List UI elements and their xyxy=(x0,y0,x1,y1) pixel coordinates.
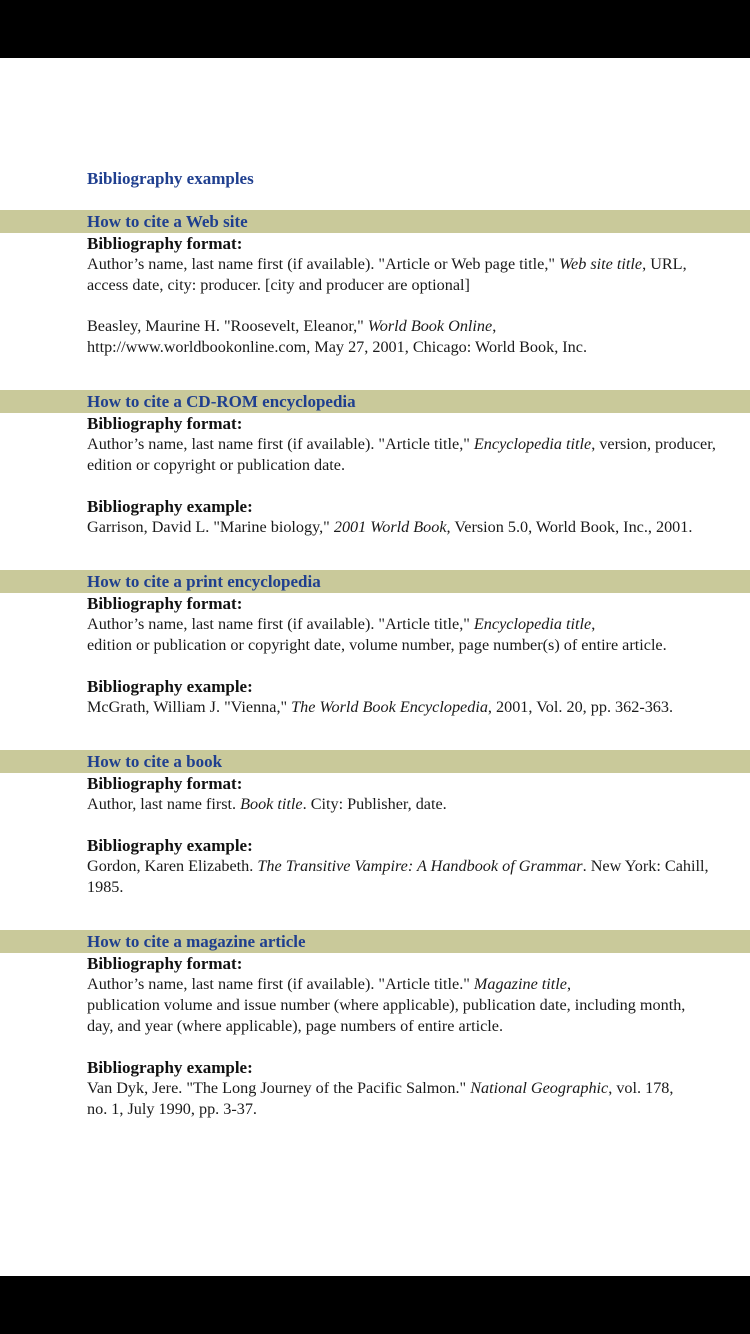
document-page xyxy=(0,58,750,1276)
format-text: Author’s name, last name first (if available). "Article title." Magazine title, publication volume and issue number (where applicable), publication date, including month, day, and year (where applicable), page numbers of entire article. xyxy=(87,975,686,1035)
document-title: Bibliography examples xyxy=(87,169,254,188)
example-label: Bibliography example: xyxy=(87,677,253,696)
section-book xyxy=(0,750,750,898)
section-web-site xyxy=(0,210,750,358)
format-label: Bibliography format: xyxy=(87,414,243,433)
format-label: Bibliography format: xyxy=(87,774,243,793)
section-cd-rom-encyclopedia xyxy=(0,390,750,538)
format-text: Author’s name, last name first (if available). "Article or Web page title," Web site title, URL, access date, city: producer. [city and producer are optional] xyxy=(87,255,687,294)
example-text: McGrath, William J. "Vienna," The World Book Encyclopedia, 2001, Vol. 20, pp. 362-363. xyxy=(87,698,674,716)
format-text: Author’s name, last name first (if available). "Article title," Encyclopedia title, version, producer, edition or copyright or publication date. xyxy=(87,435,716,474)
section-heading: How to cite a Web site xyxy=(0,210,750,233)
section-magazine-article xyxy=(0,930,750,1120)
format-label: Bibliography format: xyxy=(87,954,243,973)
format-text: Author’s name, last name first (if available). "Article title," Encyclopedia title, edition or publication or copyright date, volume number, page number(s) of entire article. xyxy=(87,615,667,654)
section-heading: How to cite a magazine article xyxy=(0,930,750,953)
format-text: Author, last name first. Book title. City: Publisher, date. xyxy=(87,795,447,813)
section-heading: How to cite a book xyxy=(0,750,750,773)
format-label: Bibliography format: xyxy=(87,594,243,613)
section-heading: How to cite a print encyclopedia xyxy=(0,570,750,593)
example-text: Van Dyk, Jere. "The Long Journey of the Pacific Salmon." National Geographic, vol. 178, no. 1, July 1990, pp. 3-37. xyxy=(87,1079,674,1118)
example-text: Garrison, David L. "Marine biology," 2001 World Book, Version 5.0, World Book, Inc., 2001. xyxy=(87,518,693,536)
top-black-bar xyxy=(0,0,750,58)
example-label: Bibliography example: xyxy=(87,836,253,855)
example-label: Bibliography example: xyxy=(87,1058,253,1077)
section-print-encyclopedia xyxy=(0,570,750,718)
section-heading: How to cite a CD-ROM encyclopedia xyxy=(0,390,750,413)
example-text: Beasley, Maurine H. "Roosevelt, Eleanor," World Book Online, http://www.worldbookonline.com, May 27, 2001, Chicago: World Book, Inc. xyxy=(87,317,588,356)
bottom-black-bar xyxy=(0,1276,750,1334)
format-label: Bibliography format: xyxy=(87,234,243,253)
example-text: Gordon, Karen Elizabeth. The Transitive Vampire: A Handbook of Grammar. New York: Cahill, 1985. xyxy=(87,857,709,896)
example-label: Bibliography example: xyxy=(87,497,253,516)
